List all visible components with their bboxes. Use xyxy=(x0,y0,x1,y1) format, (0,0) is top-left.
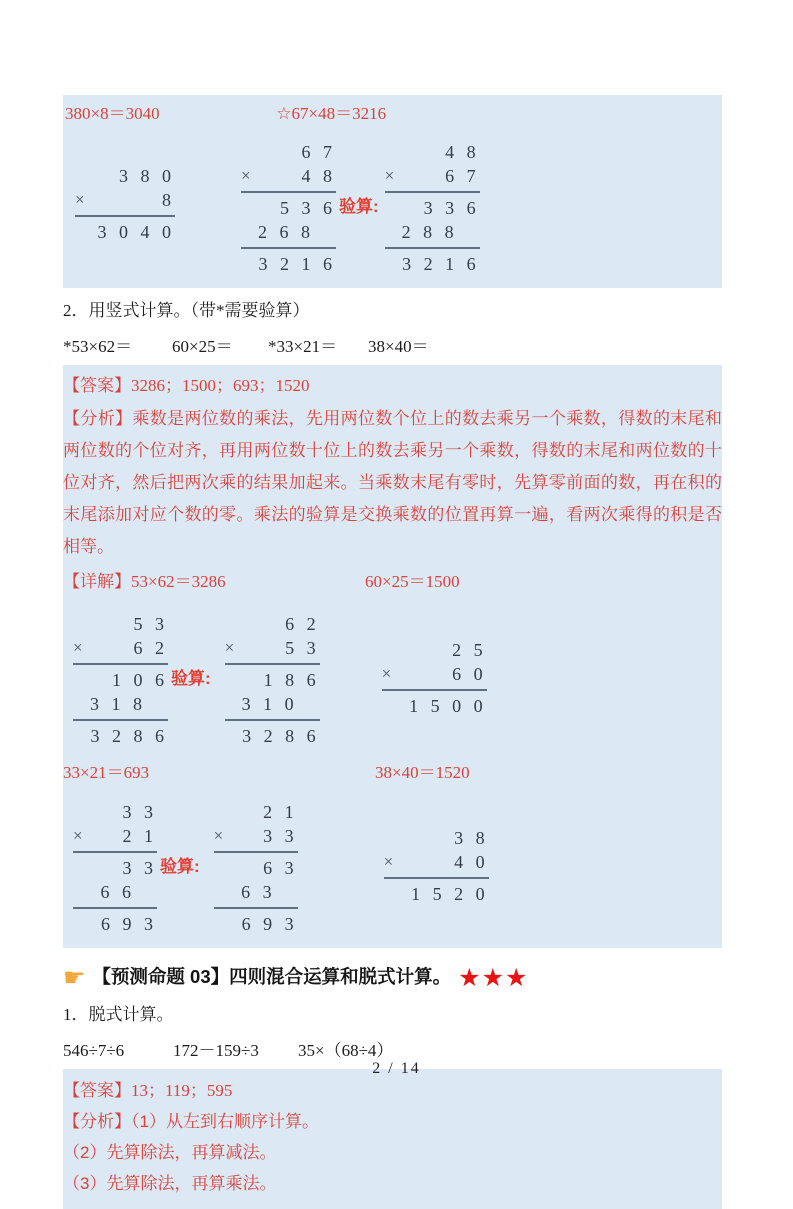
vcalc-digits: 6 2 xyxy=(285,614,320,634)
vcalc-digits: 6 0 xyxy=(452,664,487,684)
vcalc-row xyxy=(384,882,489,906)
vcalc-digits: 2 1 xyxy=(263,802,298,822)
problem-172-159-3: 172－159÷3 xyxy=(173,1041,259,1060)
problem-35-68-4: 35×（68÷4） xyxy=(298,1041,394,1060)
vcalc-digits: 2 6 8 xyxy=(258,222,314,242)
vcalc-row xyxy=(382,638,487,662)
vcalc-rule xyxy=(73,663,168,665)
finger-pointer-icon: ☛ xyxy=(63,962,86,992)
vcalc-digits: 6 7 xyxy=(445,166,480,186)
problem-60x25: 60×25＝ xyxy=(172,337,233,356)
problem-33x21: *33×21＝ xyxy=(268,337,338,356)
vcalc-rule xyxy=(385,247,480,249)
vcalc-digits: 3 0 4 0 xyxy=(97,222,175,242)
vcalc-digits: 5 3 xyxy=(133,614,168,634)
vertical-calc-48x67 xyxy=(385,140,480,276)
vcalc-digits: 6 3 xyxy=(241,882,276,902)
vcalc-rule xyxy=(225,719,320,721)
vcalc-digits: 4 0 xyxy=(454,852,489,872)
vcalc-row xyxy=(73,824,157,848)
analysis-line-3: （3）先算除法，再算乘法。 xyxy=(63,1174,277,1193)
vertical-calc-38x40 xyxy=(384,826,489,906)
vertical-calc-33x21 xyxy=(73,800,157,936)
check-label: 验算: xyxy=(171,669,211,688)
result-equations-row xyxy=(63,101,722,125)
vcalc-rule xyxy=(214,851,298,853)
page-number: 2 / 14 xyxy=(372,1060,421,1077)
vcalc-digits: 6 7 xyxy=(301,142,336,162)
vcalc-row xyxy=(214,800,298,824)
vertical-calc-380x8 xyxy=(75,164,175,244)
vcalc-row xyxy=(75,188,175,212)
vcalc-digits: 4 8 xyxy=(301,166,336,186)
multiply-sign: × xyxy=(75,190,85,209)
answer-box-1 xyxy=(63,95,722,288)
vcalc-digits: 6 9 3 xyxy=(101,914,157,934)
vcalc-digits: 6 6 xyxy=(100,882,135,902)
vcalc-row xyxy=(241,252,336,276)
vcalc-row xyxy=(225,668,320,692)
multiply-sign: × xyxy=(241,166,251,185)
vcalc-row xyxy=(214,856,298,880)
vertical-calc-62x53 xyxy=(225,612,320,748)
vcalc-row xyxy=(214,824,298,848)
difficulty-stars-icon: ★★★ xyxy=(458,962,529,992)
multiply-sign: × xyxy=(213,826,224,845)
problem-546-7-6: 546÷7÷6 xyxy=(63,1041,125,1060)
vcalc-row xyxy=(384,826,489,850)
answer-values: 13；119；595 xyxy=(131,1081,233,1100)
vcalc-rule xyxy=(241,191,336,193)
vcalc-digits: 3 8 0 xyxy=(119,166,175,186)
vcalc-row xyxy=(75,164,175,188)
vcalc-digits: 3 1 8 xyxy=(90,694,146,714)
vcalc-digits: 6 9 3 xyxy=(241,914,298,934)
vcalc-row xyxy=(73,880,157,904)
vcalc-row xyxy=(73,612,168,636)
vertical-calc-67x48 xyxy=(241,140,336,276)
vcalc-rule xyxy=(382,689,487,691)
vertical-calc-row-2 xyxy=(63,612,722,748)
vertical-calc-53x62 xyxy=(73,612,168,748)
vcalc-row xyxy=(241,196,336,220)
analysis-line-2: （2）先算除法，再算减法。 xyxy=(63,1143,277,1162)
vcalc-row xyxy=(225,724,320,748)
multiply-sign: × xyxy=(73,826,83,845)
multiply-sign: × xyxy=(224,638,235,657)
vcalc-row xyxy=(73,668,168,692)
vertical-calc-row-1 xyxy=(63,140,722,276)
vcalc-row xyxy=(241,220,336,244)
equation-33x21: 33×21＝693 xyxy=(63,763,150,782)
vcalc-digits: 4 8 xyxy=(445,142,480,162)
result-equations-row-2 xyxy=(63,761,722,785)
vcalc-rule xyxy=(241,247,336,249)
question-1-problems xyxy=(63,1039,722,1062)
vcalc-row xyxy=(385,196,480,220)
vcalc-row xyxy=(385,220,480,244)
answer-line xyxy=(63,372,722,400)
analysis-paragraph: 【分析】乘数是两位数的乘法，先用两位数个位上的数去乘另一个乘数，得数的末尾和两位数的个位对齐，再用两位数十位上的数去乘另一个乘数，得数的末尾和两位数的十位对齐，然后把两次乘的结果加起来。当乘数末尾有零时，先算零前面的数，再在积的末尾添加对应个数的零。乘法的验算是交换乘数的位置再算一遍，看两次乘得的积是否相等。 xyxy=(63,409,722,556)
answer-line xyxy=(63,1075,722,1106)
vcalc-row xyxy=(241,140,336,164)
vcalc-digits: 5 3 xyxy=(285,638,320,658)
detail-eq1-text: 53×62＝3286 xyxy=(131,572,226,591)
vcalc-row xyxy=(73,912,157,936)
vcalc-digits: 2 8 8 xyxy=(401,222,458,242)
vcalc-row xyxy=(225,612,320,636)
vcalc-row xyxy=(73,724,168,748)
vcalc-row xyxy=(385,164,480,188)
vcalc-row xyxy=(73,800,157,824)
vcalc-digits: 3 3 xyxy=(122,802,157,822)
equation-67x48: ☆67×48＝3216 xyxy=(276,104,387,123)
vcalc-digits: 3 3 xyxy=(263,826,298,846)
vcalc-digits: 3 8 xyxy=(454,828,489,848)
section-heading xyxy=(63,962,722,992)
detail-eq-53x62 xyxy=(63,567,365,597)
vcalc-rule xyxy=(75,215,175,217)
vcalc-digits: 3 3 xyxy=(122,858,157,878)
vcalc-rule xyxy=(73,719,168,721)
vcalc-digits: 1 8 6 xyxy=(263,670,320,690)
vcalc-digits: 5 3 6 xyxy=(280,198,336,218)
vcalc-row xyxy=(385,140,480,164)
vcalc-row xyxy=(225,692,320,716)
vertical-calc-25x60 xyxy=(382,638,487,718)
vcalc-row xyxy=(225,636,320,660)
vcalc-row xyxy=(384,850,489,874)
detail-eq-60x25: 60×25＝1500 xyxy=(365,572,460,591)
vcalc-digits: 3 1 0 xyxy=(241,694,298,714)
vcalc-rule xyxy=(73,907,157,909)
vcalc-rule xyxy=(73,851,157,853)
detail-label: 【详解】 xyxy=(63,572,131,591)
check-label: 验算: xyxy=(160,857,200,876)
vcalc-row xyxy=(241,164,336,188)
vcalc-row xyxy=(214,880,298,904)
vcalc-digits: 3 2 8 6 xyxy=(242,726,320,746)
vcalc-digits: 3 3 6 xyxy=(423,198,480,218)
answer-values: 3286；1500；693；1520 xyxy=(131,376,310,395)
problem-53x62: *53×62＝ xyxy=(63,337,133,356)
vcalc-digits: 2 5 xyxy=(452,640,487,660)
vcalc-digits: 6 3 xyxy=(263,858,298,878)
vcalc-row xyxy=(73,636,168,660)
vcalc-digits: 8 xyxy=(162,190,175,210)
vcalc-rule xyxy=(225,663,320,665)
problem-38x40: 38×40＝ xyxy=(368,337,429,356)
multiply-sign: × xyxy=(383,852,394,871)
vcalc-digits: 3 2 1 6 xyxy=(402,254,480,274)
analysis-line-1: 【分析】（1）从左到右顺序计算。 xyxy=(63,1112,319,1131)
check-label: 验算: xyxy=(339,197,379,216)
multiply-sign: × xyxy=(73,638,83,657)
vcalc-digits: 6 2 xyxy=(133,638,168,658)
section-heading-title: 【预测命题 03】四则混合运算和脱式计算。 xyxy=(92,966,452,987)
vcalc-row xyxy=(382,662,487,686)
question-2-problems xyxy=(63,335,722,358)
vcalc-digits: 1 0 6 xyxy=(112,670,168,690)
vcalc-row xyxy=(214,912,298,936)
vertical-calc-21x33 xyxy=(214,800,298,936)
vcalc-rule xyxy=(384,877,489,879)
vcalc-row xyxy=(382,694,487,718)
question-1-title: 1．脱式计算。 xyxy=(63,1005,174,1024)
equation-38x40: 38×40＝1520 xyxy=(375,763,470,782)
multiply-sign: × xyxy=(381,664,392,683)
question-2-title: 2．用竖式计算。（带*需要验算） xyxy=(63,301,310,320)
vcalc-row xyxy=(73,856,157,880)
vcalc-digits: 1 5 2 0 xyxy=(411,884,489,904)
answer-box-3 xyxy=(63,1069,722,1209)
vcalc-digits: 3 2 8 6 xyxy=(90,726,168,746)
vcalc-digits: 2 1 xyxy=(122,826,157,846)
vcalc-digits: 3 2 1 6 xyxy=(258,254,336,274)
answer-box-2 xyxy=(63,365,722,948)
answer-label: 【答案】 xyxy=(63,376,131,395)
equation-380x8: 380×8＝3040 xyxy=(65,104,160,123)
vertical-calc-row-3 xyxy=(63,800,722,936)
answer-label: 【答案】 xyxy=(63,1081,131,1100)
vcalc-digits: 1 5 0 0 xyxy=(409,696,487,716)
vcalc-rule xyxy=(214,907,298,909)
vcalc-row xyxy=(73,692,168,716)
multiply-sign: × xyxy=(384,166,395,185)
vcalc-row xyxy=(75,220,175,244)
vcalc-row xyxy=(385,252,480,276)
detail-line xyxy=(63,567,722,597)
vcalc-rule xyxy=(385,191,480,193)
